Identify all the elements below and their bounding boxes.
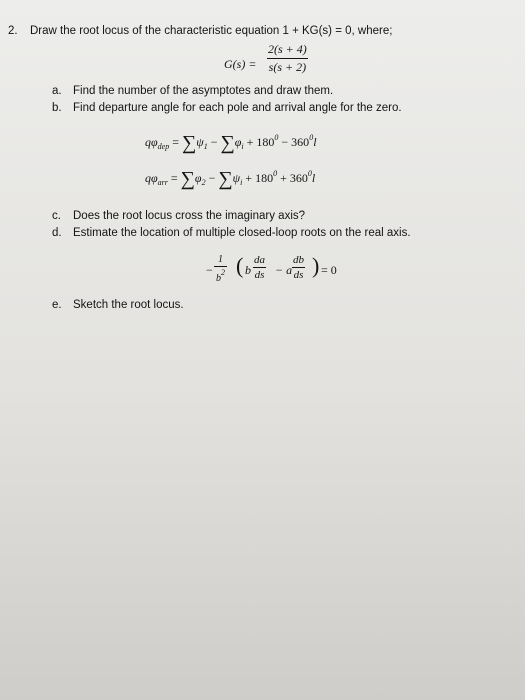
arr-minus: − — [208, 171, 216, 185]
arrival-angle-formula — [145, 168, 315, 191]
part-a-text: Find the number of the asymptotes and draw them. — [73, 85, 334, 97]
part-b-text: Find departure angle for each pole and arrival angle for the zero. — [73, 102, 402, 114]
arr-t2-sub: i — [240, 178, 243, 187]
dep-rest2: − 360 — [281, 135, 310, 149]
da-ds-fraction — [252, 254, 267, 281]
open-paren: ( — [236, 253, 244, 278]
db-num: db — [293, 254, 304, 266]
sum-icon: ∑ — [220, 132, 235, 154]
departure-angle-formula — [145, 132, 317, 155]
arr-rest: + 180 — [245, 171, 274, 185]
da-num: da — [254, 254, 265, 266]
problem-intro: Draw the root locus of the characteristic equation 1 + KG(s) = 0, where; — [30, 25, 393, 37]
arr-t2: ψ — [232, 171, 241, 185]
g-denominator: s(s + 2) — [268, 60, 307, 74]
g-fraction — [266, 42, 309, 75]
sum-icon: ∑ — [180, 168, 195, 190]
breakaway-minus-a: − a — [275, 263, 293, 277]
dep-t1: ψ — [196, 135, 204, 149]
dep-sub: dep — [157, 142, 170, 151]
arr-deg2: 0 — [307, 169, 312, 178]
dep-eq: = — [172, 135, 179, 149]
g-lhs: G(s) = — [224, 57, 257, 71]
breakaway-neg: − — [206, 263, 213, 277]
dep-lhs: qφ — [145, 135, 158, 149]
sum-icon: ∑ — [218, 168, 233, 190]
arr-t1-sub: 2 — [201, 178, 206, 187]
dep-rest: + 180 — [246, 135, 275, 149]
dep-t2: φ — [234, 135, 242, 149]
problem-number: 2. — [8, 25, 18, 37]
dep-deg2: 0 — [309, 133, 314, 142]
dep-t1-sub: 1 — [203, 142, 208, 151]
sum-icon: ∑ — [181, 132, 197, 154]
part-a-label: a. — [52, 85, 62, 97]
coef-den-sup: 2 — [221, 268, 225, 277]
dep-l: l — [313, 135, 317, 149]
part-c-text: Does the root locus cross the imaginary axis? — [73, 210, 306, 222]
db-ds-fraction — [291, 254, 306, 281]
arr-l: l — [311, 171, 316, 185]
part-c-label: c. — [52, 210, 61, 222]
coef-den-b: b — [216, 273, 221, 284]
arr-lhs: qφ — [145, 171, 158, 185]
breakaway-coef — [214, 254, 227, 284]
part-d-text: Estimate the location of multiple closed-loop roots on the real axis. — [73, 227, 411, 239]
part-e-label: e. — [52, 299, 62, 311]
arr-sub: arr — [157, 178, 168, 187]
breakaway-eq-zero: = 0 — [321, 263, 337, 277]
dep-minus: − — [210, 135, 218, 149]
dep-deg1: 0 — [274, 133, 279, 142]
breakaway-b: b — [245, 263, 251, 277]
dep-t2-sub: i — [241, 142, 244, 151]
db-den: ds — [293, 269, 304, 281]
da-den: ds — [254, 269, 265, 281]
part-b-label: b. — [52, 102, 62, 114]
coef-den — [214, 266, 227, 284]
arr-eq: = — [170, 171, 178, 185]
coef-num: 1 — [218, 254, 223, 265]
close-paren: ) — [312, 253, 320, 278]
part-e-text: Sketch the root locus. — [73, 299, 184, 311]
arr-deg1: 0 — [273, 169, 278, 178]
g-numerator: 2(s + 4) — [268, 42, 307, 56]
part-d-label: d. — [52, 227, 62, 239]
arr-rest2: + 360 — [280, 171, 308, 185]
arr-t1: φ — [194, 171, 202, 185]
